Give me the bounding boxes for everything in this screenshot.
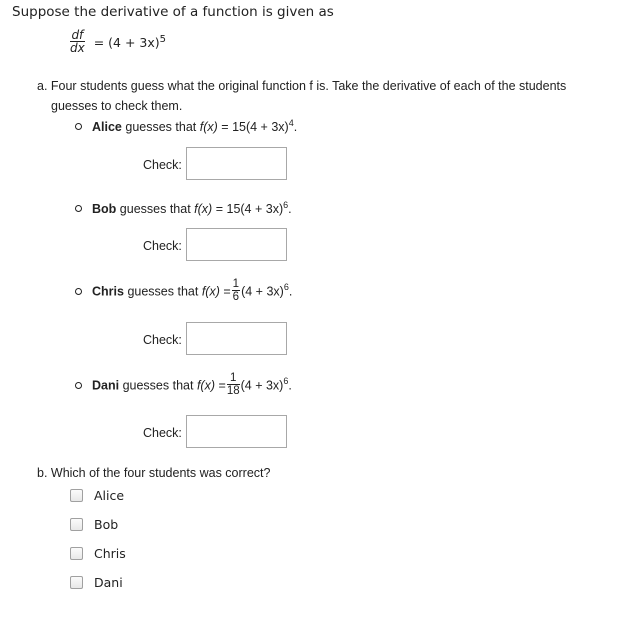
- option-label: Dani: [94, 575, 123, 590]
- checkbox-alice[interactable]: [70, 489, 83, 502]
- check-label-chris: Check:: [143, 333, 182, 347]
- guess-exponent: 6: [283, 200, 289, 210]
- student-bob-guess: [75, 200, 292, 216]
- fraction-numerator: 1: [232, 278, 240, 290]
- function-symbol: f(x): [201, 284, 220, 299]
- bullet-icon: [75, 123, 82, 130]
- guess-exponent: 6: [283, 376, 289, 387]
- option-dani[interactable]: [70, 575, 123, 590]
- fraction-numerator: 1: [227, 373, 240, 385]
- function-symbol: f(x): [194, 202, 213, 217]
- guess-text: guesses that: [127, 284, 199, 299]
- guess-text: guesses that: [119, 202, 191, 217]
- option-alice[interactable]: [70, 488, 124, 503]
- guess-period: .: [293, 120, 298, 135]
- guess-exponent: 6: [283, 282, 289, 293]
- derivative-equation: [70, 29, 166, 63]
- derivative-rhs: [94, 34, 166, 50]
- guess-fraction: [227, 373, 240, 397]
- function-symbol: f(x): [199, 120, 218, 135]
- option-chris[interactable]: [70, 546, 126, 561]
- guess-period: .: [288, 202, 292, 217]
- fraction-denominator: 18: [226, 385, 240, 397]
- guess-period: .: [288, 284, 293, 299]
- bullet-icon: [75, 288, 82, 295]
- fraction-numerator: df: [71, 28, 84, 42]
- derivative-fraction: [70, 29, 85, 55]
- check-label-dani: Check:: [143, 426, 182, 440]
- option-bob[interactable]: [70, 517, 118, 532]
- checkbox-dani[interactable]: [70, 576, 83, 589]
- part-a-instructions: [37, 76, 607, 116]
- student-dani-guess: [75, 374, 292, 398]
- intro-text: Suppose the derivative of a function is given as: [12, 4, 334, 20]
- bullet-icon: [75, 205, 82, 212]
- student-name: Bob: [92, 202, 117, 217]
- checkbox-bob[interactable]: [70, 518, 83, 531]
- guess-equals: =: [218, 378, 226, 393]
- part-a-line2: guesses to check them.: [51, 99, 183, 113]
- part-b-question: b. Which of the four students was correct?: [37, 466, 271, 480]
- guess-expression: (4 + 3x): [240, 378, 284, 393]
- option-label: Alice: [94, 488, 125, 503]
- guess-expression: = 15(4 + 3x): [221, 120, 289, 135]
- derivative-exponent: 5: [159, 33, 167, 45]
- option-label: Bob: [94, 517, 119, 532]
- guess-equals: =: [223, 284, 231, 299]
- check-input-bob[interactable]: [186, 228, 287, 261]
- guess-text: guesses that: [125, 120, 197, 135]
- guess-expression: (4 + 3x): [241, 284, 284, 299]
- check-input-chris[interactable]: [186, 322, 287, 355]
- fraction-denominator: 6: [232, 291, 240, 303]
- check-input-alice[interactable]: [186, 147, 287, 180]
- student-name: Dani: [92, 378, 120, 393]
- student-chris-guess: [75, 280, 292, 304]
- student-name: Chris: [92, 284, 124, 299]
- check-label-alice: Check:: [143, 158, 182, 172]
- check-input-dani[interactable]: [186, 415, 287, 448]
- checkbox-chris[interactable]: [70, 547, 83, 560]
- guess-expression: = 15(4 + 3x): [215, 202, 284, 217]
- part-a-line1: a. Four students guess what the original function f is. Take the derivative of each of the students: [37, 79, 567, 93]
- fraction-denominator: dx: [70, 41, 85, 55]
- bullet-icon: [75, 382, 82, 389]
- student-alice-guess: [75, 118, 297, 134]
- function-symbol: f(x): [196, 378, 216, 393]
- guess-text: guesses that: [122, 378, 194, 393]
- guess-exponent: 4: [288, 118, 294, 128]
- student-name: Alice: [92, 120, 122, 135]
- option-label: Chris: [94, 546, 126, 561]
- derivative-rhs-text: = (4 + 3x): [93, 35, 160, 51]
- check-label-bob: Check:: [143, 239, 182, 253]
- guess-fraction: [232, 279, 240, 303]
- guess-period: .: [288, 378, 292, 393]
